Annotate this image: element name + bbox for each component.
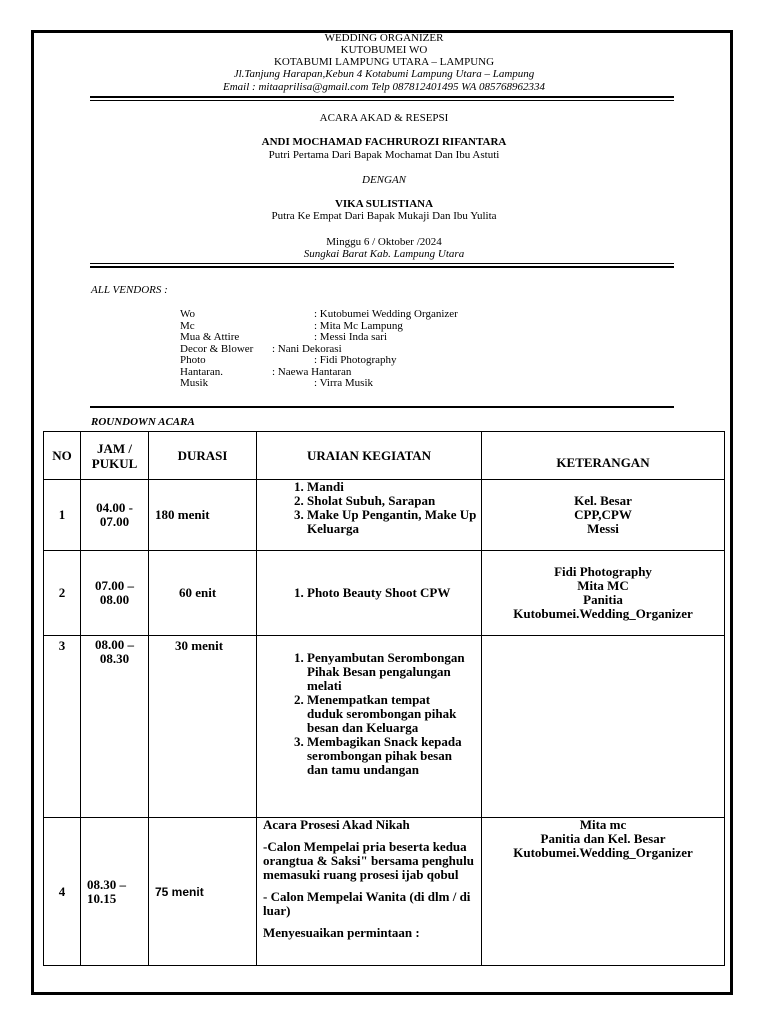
row-jam: 07.00 – 08.00	[81, 551, 149, 636]
vendor-role: Musik	[180, 377, 209, 389]
vendor-role: Decor & Blower	[180, 343, 254, 355]
org-contact: Email : mitaaprilisa@gmail.com Telp 087812401495 WA 085768962334	[223, 81, 545, 93]
header-divider-thin	[90, 100, 674, 101]
activity-item: 2. Menempatkan tempat duduk serombongan pihak besan dan Keluarga	[307, 693, 467, 735]
note-line: Kel. Besar	[574, 493, 632, 508]
rundown-table	[43, 431, 725, 966]
bride-description: Putra Ke Empat Dari Bapak Mukaji Dan Ibu Yulita	[271, 210, 497, 222]
row-jam: 04.00 - 07.00	[81, 480, 149, 551]
event-divider-thin	[90, 263, 674, 264]
activity-item: 3. Make Up Pengantin, Make Up Keluarga	[307, 508, 481, 536]
org-line-2: KUTOBUMEI WO	[340, 44, 428, 56]
note-line: CPP,CPW	[574, 507, 632, 522]
note-line: Messi	[587, 521, 619, 536]
table-row	[44, 636, 725, 818]
vendor-role: Mc	[180, 320, 195, 332]
vendor-value: : Fidi Photography	[314, 354, 397, 366]
header-durasi: DURASI	[149, 432, 257, 480]
vendor-value: : Virra Musik	[314, 377, 374, 389]
activity-item: 1. Penyambutan Serombongan Pihak Besan pengalungan melati	[307, 651, 467, 693]
row-durasi: 60 enit	[149, 551, 257, 636]
event-title: ACARA AKAD & RESEPSI	[319, 112, 449, 124]
row-no: 4	[44, 818, 81, 966]
table-header-row	[44, 432, 725, 480]
note-line: Mita mc	[579, 817, 627, 832]
org-line-1: WEDDING ORGANIZER	[324, 32, 444, 44]
vendor-value: : Nani Dekorasi	[272, 343, 342, 355]
groom-description: Putri Pertama Dari Bapak Mochamat Dan Ibu Astuti	[268, 149, 500, 161]
row-uraian	[257, 636, 482, 818]
ceremony-note: Menyesuaikan permintaan :	[263, 925, 420, 940]
vendor-value: : Mita Mc Lampung	[314, 320, 403, 332]
row-keterangan	[482, 636, 725, 818]
org-address: Jl.Tanjung Harapan,Kebun 4 Kotabumi Lampung Utara – Lampung	[233, 68, 535, 80]
event-divider	[90, 266, 674, 268]
event-place: Sungkai Barat Kab. Lampung Utara	[303, 248, 465, 260]
bride-name: VIKA SULISTIANA	[334, 198, 434, 210]
table-row	[44, 551, 725, 636]
header-jam: JAM / PUKUL	[81, 432, 149, 480]
conjunction: DENGAN	[362, 174, 406, 186]
note-line: Panitia	[583, 592, 623, 607]
header-uraian: URAIAN KEGIATAN	[257, 432, 482, 480]
ceremony-step: -Calon Mempelai pria beserta kedua orangtua & Saksi" bersama penghulu memasuki ruang prosesi ijab qobul	[263, 839, 474, 882]
row-jam: 08.30 – 10.15	[81, 818, 149, 966]
vendor-value: : Naewa Hantaran	[272, 366, 352, 378]
vendors-divider	[90, 406, 674, 408]
note-line: Kutobumei.Wedding_Organizer	[513, 845, 693, 860]
header-divider	[90, 96, 674, 98]
ceremony-step: - Calon Mempelai Wanita (di dlm / di luar)	[263, 889, 471, 918]
activity-item: 3. Membagikan Snack kepada serombongan pihak besan dan tamu undangan	[307, 735, 467, 777]
row-uraian	[257, 818, 482, 966]
row-keterangan	[482, 551, 725, 636]
row-no: 1	[44, 480, 81, 551]
vendors-label: ALL VENDORS :	[91, 284, 168, 296]
vendor-role: Hantaran.	[180, 366, 224, 378]
note-line: Kutobumei.Wedding_Organizer	[513, 606, 693, 621]
table-row	[44, 818, 725, 966]
groom-name: ANDI MOCHAMAD FACHRUROZI RIFANTARA	[261, 136, 507, 148]
row-uraian	[257, 480, 482, 551]
row-uraian	[257, 551, 482, 636]
activity-item: 1. Photo Beauty Shoot CPW	[307, 586, 481, 600]
activity-item: 2. Sholat Subuh, Sarapan	[307, 494, 481, 508]
row-no: 3	[44, 636, 81, 818]
row-jam: 08.00 – 08.30	[81, 636, 149, 818]
event-date: Minggu 6 / Oktober /2024	[326, 236, 442, 248]
vendor-role: Mua & Attire	[180, 331, 240, 343]
vendor-value: : Kutobumei Wedding Organizer	[314, 308, 458, 320]
note-line: Mita MC	[577, 578, 629, 593]
ceremony-title: Acara Prosesi Akad Nikah	[263, 817, 410, 832]
activity-item: 1. Mandi	[307, 480, 481, 494]
rundown-label: ROUNDOWN ACARA	[91, 416, 195, 428]
note-line: Fidi Photography	[554, 564, 652, 579]
row-durasi: 30 menit	[149, 636, 257, 818]
org-line-3: KOTABUMI LAMPUNG UTARA – LAMPUNG	[273, 56, 495, 68]
row-durasi: 75 menit	[149, 818, 257, 966]
vendor-role: Photo	[180, 354, 206, 366]
table-row	[44, 480, 725, 551]
vendor-role: Wo	[180, 308, 196, 320]
header-keterangan: KETERANGAN	[482, 432, 725, 480]
note-line: Panitia dan Kel. Besar	[540, 831, 666, 846]
row-keterangan	[482, 480, 725, 551]
row-keterangan	[482, 818, 725, 966]
vendor-value: : Messi Inda sari	[314, 331, 388, 343]
row-durasi: 180 menit	[149, 480, 257, 551]
header-no: NO	[44, 432, 81, 480]
row-no: 2	[44, 551, 81, 636]
